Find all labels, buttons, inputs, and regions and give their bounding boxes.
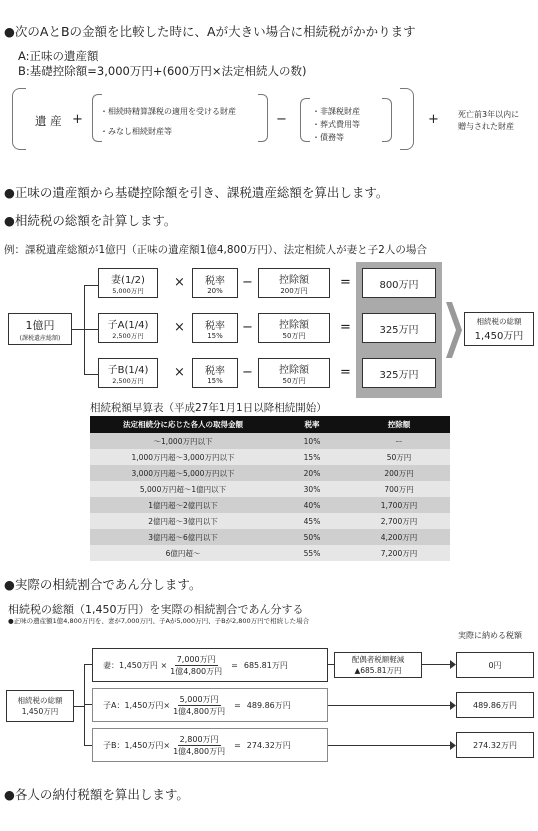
heir-box-spouse [98,268,158,298]
formula-open-bracket [12,88,26,150]
gift-line-2: 贈与された財産 [458,122,514,131]
fraction-denominator: 1億4,800万円 [173,706,226,716]
result-value: 325万円 [379,324,419,336]
total-amount: 1億円 [25,318,55,332]
minus-sign: − [242,365,253,380]
apportion-equals: = [234,740,241,750]
result-value: 800万円 [379,279,419,291]
table-row [90,529,450,545]
final-tax-value: 274.32万円 [473,740,517,750]
fraction [173,694,225,717]
apportion-value: 489.86万円 [246,700,291,710]
rate-value: 15% [207,376,223,385]
table-row [90,513,450,529]
fraction-denominator: 1億4,800万円 [173,746,226,756]
cell-amount: 5,000万円超～1億円以下 [90,481,276,497]
rate-table-header [90,416,450,433]
deduction-box-spouse [258,268,330,298]
rate-label: 税率 [205,365,225,377]
result-box-child-a [362,313,436,343]
apportion-row-child-b [92,728,328,762]
cell-rate: 55% [276,545,348,561]
deduction-value: 200万円 [280,286,308,295]
heir-box-child-a [98,313,158,343]
cell-amount: 2億円超～3億円以下 [90,513,276,529]
deduction-label: 控除額 [279,364,309,376]
sub-open-bracket [300,98,310,142]
line-b: B:基礎控除額=3,000万円+(600万円×法定相続人の数) [18,64,307,78]
spouse-reduction-box [334,652,422,678]
rate-box-spouse [192,268,238,298]
cell-deduction: 50万円 [348,449,450,465]
final-tax-value: 489.86万円 [473,700,517,710]
fraction-numerator: 7,000万円 [176,654,216,664]
sub-item-2: ・葬式費用等 [312,120,360,129]
actual-tax-column-label: 実際に納める税額 [458,631,522,640]
result-value: 325万円 [379,369,419,381]
apportion-total-box [6,690,74,722]
apportion-branch-1 [84,664,92,665]
sub-item-1: ・非課税財産 [312,107,360,116]
section4-note: ●正味の遺産額1億4,800万円を、妻が7,000万円、子Aが5,000万円、子Bが2,800万円で相続した場合 [8,617,310,625]
cell-deduction: 7,200万円 [348,545,450,561]
apportion-row-spouse [92,648,328,682]
add-item-1: ・相続時精算課税の適用を受ける財産 [100,107,236,116]
section3-heading: ●相続税の総額を計算します。 [4,213,177,228]
cell-deduction: 2,700万円 [348,513,450,529]
apportion-equals: = [231,660,238,670]
apportion-total-label: 相続税の総額 [17,696,63,705]
times-sign: × [174,320,185,335]
heir-label: 子A(1/4) [107,320,149,331]
apportion-row-child-a [92,688,328,722]
cell-deduction: 1,700万円 [348,497,450,513]
result-box-spouse [362,268,436,298]
apportion-equals: = [234,700,241,710]
deduction-box-child-a [258,313,330,343]
cell-amount: 3,000万円超～5,000万円以下 [90,465,276,481]
deduction-box-child-b [258,358,330,388]
apportion-left: 妻：1,450万円 × [103,660,168,670]
apportion-value: 685.81万円 [243,660,288,670]
example-text: 例：課税遺産総額が1億円（正味の遺産額1億4,800万円）、法定相続人が妻と子2人の場合 [4,244,427,256]
equals-sign: = [340,320,351,335]
cell-amount: 1億円超～2億円以下 [90,497,276,513]
cell-deduction: 700万円 [348,481,450,497]
heir-share: 2,500万円 [112,332,144,340]
formula-close-bracket [400,88,414,150]
cell-rate: 45% [276,513,348,529]
heir-label: 子B(1/4) [107,365,149,376]
total-taxable-box [8,313,72,345]
equals-sign: = [340,275,351,290]
formula-estate: 遺 産 [35,114,62,128]
fraction [170,654,222,677]
apportion-stem [74,706,84,707]
section5-heading: ●各人の納付税額を算出します。 [4,787,189,802]
apportion-left: 子A：1,450万円× [103,700,171,710]
add-close-bracket [258,94,268,142]
fraction-numerator: 5,000万円 [179,694,219,704]
cell-rate: 10% [276,433,348,449]
final-tax-box-child-a [456,692,534,718]
sub-close-bracket [382,98,392,142]
rate-table-title: 相続税額早算表（平成27年1月1日以降相続開始） [90,402,327,414]
table-row [90,449,450,465]
table-row [90,481,450,497]
final-tax-value: 0円 [488,660,502,670]
tax-total-value: 1,450万円 [474,331,524,342]
section4-subheading: 相続税の総額（1,450万円）を実際の相続割合であん分する [8,603,304,616]
cell-deduction: 200万円 [348,465,450,481]
heir-label: 妻(1/2) [111,275,145,286]
result-box-child-b [362,358,436,388]
tax-total-box [464,312,534,346]
arrow-line [328,705,454,706]
spouse-reduction-value: ▲685.81万円 [354,666,402,675]
rate-value: 20% [207,286,223,295]
header-rate: 税率 [276,416,348,433]
section1-heading: ●次のAとBの金額を比較した時に、Aが大きい場合に相続税がかかります [4,24,416,39]
times-sign: × [174,365,185,380]
tree-branch-1 [84,285,98,286]
minus-sign: − [242,275,253,290]
times-sign: × [174,275,185,290]
heir-share: 5,000万円 [112,287,144,295]
apportion-total-value: 1,450万円 [21,707,59,716]
gift-line-1: 死亡前3年以内に [458,110,520,119]
rate-box-child-a [192,313,238,343]
apportion-left: 子B：1,450万円× [103,740,171,750]
rate-label: 税率 [205,320,225,332]
spouse-reduction-label: 配偶者税額軽減 [351,655,405,664]
rate-table [90,416,450,561]
cell-deduction: ー [348,433,450,449]
tree-branch-3 [84,374,98,375]
formula-plus-1: + [72,112,83,127]
cell-amount: ～1,000万円以下 [90,433,276,449]
final-tax-box-spouse [456,652,534,678]
equals-sign: = [340,365,351,380]
cell-rate: 50% [276,529,348,545]
cell-rate: 40% [276,497,348,513]
apportion-branch-2 [84,704,92,705]
table-row [90,497,450,513]
arrow-line [328,745,454,746]
section4-heading: ●実際の相続割合であん分します。 [4,577,202,592]
table-row [90,465,450,481]
header-deduction: 控除額 [348,416,450,433]
add-item-2: ・みなし相続財産等 [100,127,172,136]
cell-rate: 30% [276,481,348,497]
deduction-value: 50万円 [282,376,306,385]
fraction-denominator: 1億4,800万円 [170,666,223,676]
apportion-trunk [84,664,85,746]
cell-deduction: 4,200万円 [348,529,450,545]
deduction-value: 50万円 [282,331,306,340]
tax-total-label: 相続税の総額 [476,317,522,326]
tree-trunk [84,285,85,375]
cell-rate: 20% [276,465,348,481]
cell-amount: 3億円超～6億円以下 [90,529,276,545]
rate-label: 税率 [205,275,225,287]
formula-minus: − [276,112,287,127]
cell-amount: 1,000万円超～3,000万円以下 [90,449,276,465]
chevron-right-icon [446,302,462,358]
rate-box-child-b [192,358,238,388]
total-note: (課税遺産総額) [19,334,61,342]
tree-branch-2 [84,329,98,330]
rate-value: 15% [207,331,223,340]
heir-box-child-b [98,358,158,388]
deduction-label: 控除額 [279,274,309,286]
apportion-value: 274.32万円 [246,740,291,750]
fraction [173,734,225,757]
header-amount: 法定相続分に応じた各人の取得金額 [90,416,276,433]
minus-sign: − [242,320,253,335]
formula-plus-2: + [428,112,439,127]
table-row [90,433,450,449]
cell-rate: 15% [276,449,348,465]
cell-amount: 6億円超～ [90,545,276,561]
tree-stem [72,329,84,330]
section2-heading: ●正味の遺産額から基礎控除額を引き、課税遺産総額を算出します。 [4,185,389,200]
final-tax-box-child-b [456,732,534,758]
fraction-numerator: 2,800万円 [179,734,219,744]
table-row [90,545,450,561]
line-a: A:正味の遺産額 [18,49,99,63]
sub-item-3: ・債務等 [312,133,344,142]
deduction-label: 控除額 [279,319,309,331]
heir-share: 2,500万円 [112,377,144,385]
apportion-branch-3 [84,745,92,746]
